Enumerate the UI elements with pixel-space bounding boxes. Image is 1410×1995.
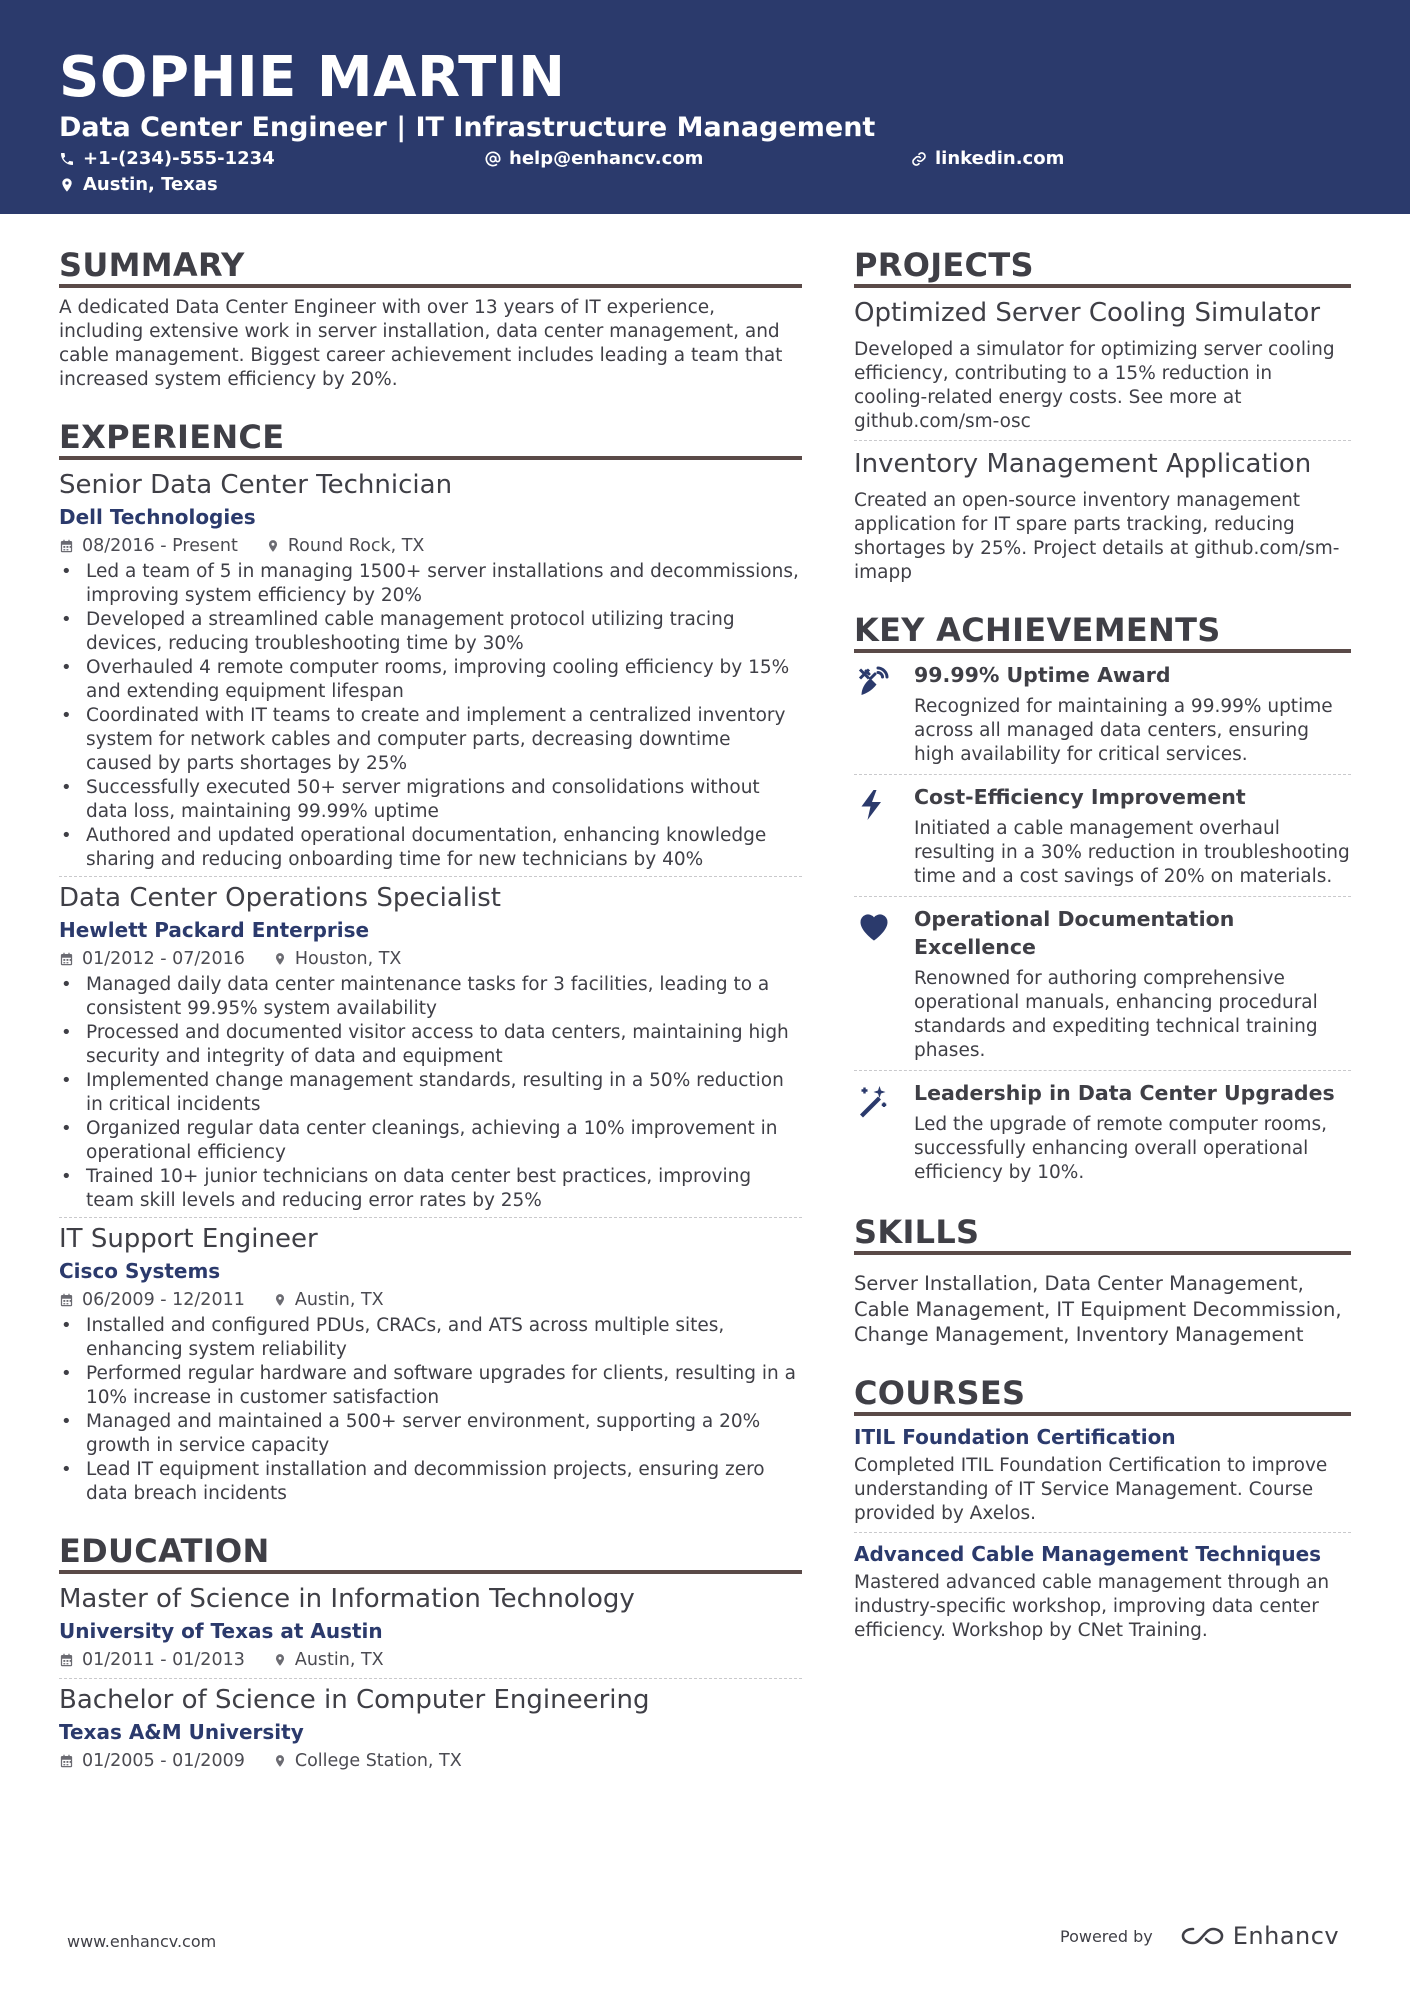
resume-header	[0, 0, 1410, 214]
job-meta	[59, 534, 802, 558]
satellite-dish-icon	[854, 665, 890, 701]
job-entry	[59, 1222, 802, 1506]
course-entry	[854, 1541, 1351, 1643]
education-meta	[59, 1749, 802, 1773]
education-meta	[59, 1648, 802, 1672]
company-name: Cisco Systems	[59, 1259, 221, 1283]
education-section	[59, 1532, 802, 1773]
calendar-icon	[59, 951, 74, 967]
project-entry	[854, 447, 1351, 585]
map-pin-icon	[273, 951, 287, 967]
location-text: Austin, Texas	[83, 174, 218, 195]
job-dates: 06/2009 - 12/2011	[82, 1290, 245, 1310]
bullet-item: • Overhauled 4 remote computer rooms, improving cooling efficiency by 15% and extending equipment lifespan	[59, 656, 802, 704]
job-location: Houston, TX	[294, 949, 402, 969]
bullet-item: • Led a team of 5 in managing 1500+ server installations and decommissions, improving system efficiency by 20%	[59, 560, 802, 608]
job-meta	[59, 947, 802, 971]
achievement-title: 99.99% Uptime Award	[914, 663, 1171, 687]
summary-text: A dedicated Data Center Engineer with over 13 years of IT experience, including extensive work in server installation, data center management, and cable management. Biggest career achievement includes leading a team that increased system efficiency by 20%.	[59, 297, 783, 390]
bullet-item: • Managed and maintained a 500+ server environment, supporting a 20% growth in service capacity	[59, 1410, 802, 1458]
course-entry	[854, 1424, 1351, 1533]
powered-by-label: Powered by	[1060, 1926, 1153, 1946]
degree-title: Bachelor of Science in Computer Engineering	[59, 1685, 650, 1715]
skills-heading: SKILLS	[854, 1213, 1351, 1255]
summary-heading: SUMMARY	[59, 246, 802, 288]
course-text: Mastered advanced cable management through an industry-specific workshop, improving data center efficiency. Workshop by CNet Training.	[854, 1571, 1330, 1641]
calendar-icon	[59, 1292, 74, 1308]
experience-section	[59, 418, 802, 1506]
job-bullets	[59, 1314, 802, 1506]
lightning-bolt-icon	[854, 787, 890, 823]
projects-section	[854, 246, 1351, 585]
job-entry	[59, 881, 802, 1218]
project-text: Developed a simulator for optimizing server cooling efficiency, contributing to a 15% reduction in cooling-related energy costs. See more at github.com/sm-osc	[854, 339, 1335, 432]
education-entry	[59, 1683, 802, 1773]
job-bullets	[59, 973, 802, 1213]
bullet-item: • Successfully executed 50+ server migrations and consolidations without data loss, maintaining 99.99% uptime	[59, 776, 802, 824]
job-title: Data Center Operations Specialist	[59, 883, 501, 913]
job-title: IT Support Engineer	[59, 1224, 318, 1254]
achievement-text: Initiated a cable management overhaul resulting in a 30% reduction in troubleshooting time and a cost savings of 20% on materials.	[914, 818, 1350, 887]
achievement-text: Recognized for maintaining a 99.99% uptime across all managed data centers, ensuring high availability for critical services.	[914, 696, 1333, 765]
bullet-item: • Performed regular hardware and software upgrades for clients, resulting in a 10% increase in customer satisfaction	[59, 1362, 802, 1410]
footer-branding[interactable]	[1060, 1922, 1339, 1950]
skills-section	[854, 1213, 1351, 1348]
job-dates: 08/2016 - Present	[82, 536, 238, 556]
course-title: Advanced Cable Management Techniques	[854, 1541, 1322, 1566]
job-title: Senior Data Center Technician	[59, 470, 453, 500]
bullet-item: • Authored and updated operational documentation, enhancing knowledge sharing and reducing onboarding time for new technicians by 40%	[59, 824, 802, 872]
achievements-section	[854, 611, 1351, 1185]
calendar-icon	[59, 538, 74, 554]
bullet-item: • Managed daily data center maintenance tasks for 3 facilities, leading to a consistent 99.95% system availability	[59, 973, 802, 1021]
project-title: Inventory Management Application	[854, 449, 1312, 479]
job-dates: 01/2012 - 07/2016	[82, 949, 245, 969]
magic-wand-icon	[854, 1083, 890, 1119]
achievement-text: Led the upgrade of remote computer rooms, successfully enhancing overall operational efficiency by 10%.	[914, 1114, 1328, 1183]
enhancv-logo-icon	[1179, 1923, 1225, 1949]
company-name: Dell Technologies	[59, 505, 256, 529]
courses-section	[854, 1374, 1351, 1643]
candidate-title: Data Center Engineer | IT Infrastructure Management	[59, 112, 876, 143]
project-title: Optimized Server Cooling Simulator	[854, 298, 1321, 328]
phone-icon	[59, 151, 75, 167]
education-entry	[59, 1582, 802, 1679]
course-title: ITIL Foundation Certification	[854, 1424, 1176, 1449]
map-pin-icon	[273, 1753, 287, 1769]
company-name: Hewlett Packard Enterprise	[59, 918, 370, 942]
bullet-item: • Implemented change management standards, resulting in a 50% reduction in critical incidents	[59, 1069, 802, 1117]
job-bullets	[59, 560, 802, 872]
candidate-name: SOPHIE MARTIN	[59, 45, 566, 110]
bullet-item: • Coordinated with IT teams to create and implement a centralized inventory system for network cables and computer parts, decreasing downtime caused by parts shortages by 25%	[59, 704, 802, 776]
left-column	[59, 246, 802, 1773]
right-column	[854, 246, 1351, 1643]
skills-text: Server Installation, Data Center Management, Cable Management, IT Equipment Decommission, Change Management, Inventory Management	[854, 1272, 1342, 1346]
calendar-icon	[59, 1753, 74, 1769]
email-text[interactable]: help@enhancv.com	[509, 148, 704, 169]
bullet-item: • Lead IT equipment installation and decommission projects, ensuring zero data breach incidents	[59, 1458, 802, 1506]
map-pin-icon	[59, 177, 75, 193]
achievement-entry	[854, 775, 1351, 897]
education-location: College Station, TX	[294, 1751, 462, 1771]
bullet-item: • Installed and configured PDUs, CRACs, and ATS across multiple sites, enhancing system reliability	[59, 1314, 802, 1362]
projects-heading: PROJECTS	[854, 246, 1351, 288]
job-location: Austin, TX	[294, 1290, 384, 1310]
achievements-heading: KEY ACHIEVEMENTS	[854, 611, 1351, 653]
courses-heading: COURSES	[854, 1374, 1351, 1416]
contact-phone	[59, 148, 275, 170]
achievement-entry	[854, 1071, 1351, 1185]
achievement-title: Operational Documentation Excellence	[914, 907, 1235, 959]
bullet-item: • Developed a streamlined cable management protocol utilizing tracing devices, reducing troubleshooting time by 30%	[59, 608, 802, 656]
contact-email[interactable]	[485, 148, 703, 170]
map-pin-icon	[273, 1292, 287, 1308]
map-pin-icon	[266, 538, 280, 554]
course-text: Completed ITIL Foundation Certification to improve understanding of IT Service Management. Course provided by Axelos.	[854, 1454, 1328, 1524]
summary-section	[59, 246, 802, 392]
education-location: Austin, TX	[294, 1650, 384, 1670]
calendar-icon	[59, 1652, 74, 1668]
job-location: Round Rock, TX	[287, 536, 425, 556]
school-name: Texas A&M University	[59, 1720, 304, 1744]
achievement-entry	[854, 653, 1351, 775]
education-dates: 01/2005 - 01/2009	[82, 1751, 245, 1771]
achievement-text: Renowned for authoring comprehensive operational manuals, enhancing procedural standards and expediting technical training phases.	[914, 968, 1318, 1061]
job-entry	[59, 468, 802, 877]
achievement-title: Leadership in Data Center Upgrades	[914, 1081, 1335, 1105]
degree-title: Master of Science in Information Technology	[59, 1584, 635, 1614]
bullet-item: • Organized regular data center cleanings, achieving a 10% improvement in operational efficiency	[59, 1117, 802, 1165]
link-icon	[911, 151, 927, 167]
job-meta	[59, 1288, 802, 1312]
project-entry	[854, 296, 1351, 441]
brand-name: Enhancv	[1232, 1922, 1340, 1950]
contact-linkedin[interactable]	[911, 148, 1064, 170]
bullet-item: • Processed and documented visitor access to data centers, maintaining high security and integrity of data and equipment	[59, 1021, 802, 1069]
education-dates: 01/2011 - 01/2013	[82, 1650, 245, 1670]
linkedin-text[interactable]: linkedin.com	[935, 148, 1065, 169]
footer-website[interactable]: www.enhancv.com	[67, 1932, 217, 1951]
phone-text: +1-(234)-555-1234	[83, 148, 275, 169]
experience-heading: EXPERIENCE	[59, 418, 802, 460]
heart-icon	[854, 909, 894, 945]
at-sign-icon	[485, 151, 501, 167]
project-text: Created an open-source inventory management application for IT spare parts tracking, reducing shortages by 25%. Project details at github.com/sm-imapp	[854, 490, 1340, 583]
bullet-item: • Trained 10+ junior technicians on data center best practices, improving team skill levels and reducing error rates by 25%	[59, 1165, 802, 1213]
achievement-title: Cost-Efficiency Improvement	[914, 785, 1246, 809]
achievement-entry	[854, 897, 1351, 1071]
school-name: University of Texas at Austin	[59, 1619, 383, 1643]
education-heading: EDUCATION	[59, 1532, 802, 1574]
map-pin-icon	[273, 1652, 287, 1668]
contact-location	[59, 174, 218, 196]
